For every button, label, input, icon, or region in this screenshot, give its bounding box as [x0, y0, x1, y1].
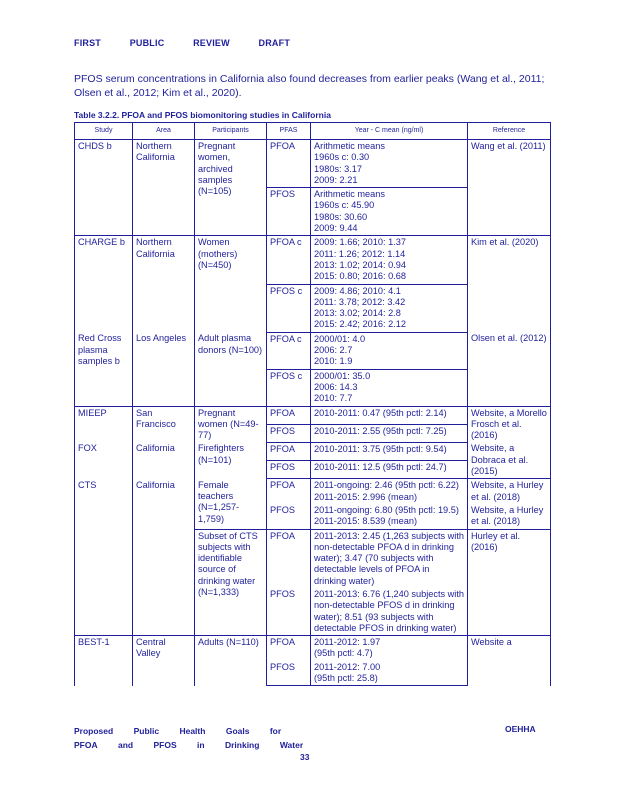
values-cell: 2000/01: 35.0 2006: 14.3 2010: 7.7: [311, 369, 468, 406]
table-row: [75, 406, 551, 424]
column-header: Participants: [195, 123, 267, 140]
area-cell: Los Angeles: [133, 332, 195, 406]
pfas-cell: PFOS c: [267, 369, 311, 406]
page-footer: [74, 724, 321, 752]
column-header: Reference: [468, 123, 551, 140]
footer-word: PFOA: [74, 740, 98, 750]
intro-paragraph: PFOS serum concentrations in California also found decreases from earlier peaks (Wang et al., 2011; Olsen et al., 2012; Kim et al., 2020).: [74, 73, 545, 99]
area-cell: Northern California: [133, 236, 195, 332]
study-cell: BEST-1: [75, 636, 133, 686]
header-word: PUBLIC: [129, 38, 165, 48]
study-cell: FOX: [75, 442, 133, 478]
biomonitoring-table: [74, 122, 551, 686]
pfas-cell: PFOA c: [267, 236, 311, 284]
study-cell: CHARGE b: [75, 236, 133, 332]
participants-cell: Adults (N=110): [195, 636, 267, 686]
values-cell: 2011-ongoing: 6.80 (95th pctl: 19.5) 2011-2015: 8.539 (mean): [311, 504, 468, 529]
table-row: [75, 140, 551, 188]
area-cell: Northern California: [133, 140, 195, 236]
reference-cell: Website, a Dobraca et al. (2015): [468, 442, 551, 478]
pfas-cell: PFOA: [267, 479, 311, 504]
participants-cell: Firefighters (N=101): [195, 442, 267, 478]
column-header: Area: [133, 123, 195, 140]
values-cell: Arithmetic means 1960s c: 0.30 1980s: 3.17 2009: 2.21: [311, 140, 468, 188]
column-header: Study: [75, 123, 133, 140]
values-cell: 2011-2013: 6.76 (1,240 subjects with non-detectable PFOS d in drinking water); 8.51 (93 subjects with detectable PFOS in drinking water): [311, 588, 468, 636]
study-cell: Red Cross plasma samples b: [75, 332, 133, 406]
footer-line-2: [74, 738, 321, 752]
table-caption: Table 3.2.2. PFOA and PFOS biomonitoring studies in California: [74, 110, 331, 120]
participants-cell: Women (mothers) (N=450): [195, 236, 267, 332]
participants-cell: Pregnant women (N=49-77): [195, 406, 267, 442]
footer-org: OEHHA: [505, 724, 536, 734]
values-cell: Arithmetic means 1960s c: 45.90 1980s: 30.60 2009: 9.44: [311, 188, 468, 236]
values-cell: 2009: 1.66; 2010: 1.37 2011: 1.26; 2012: 1.14 2013: 1.02; 2014: 0.94 2015: 0.80; 2016: 0.68: [311, 236, 468, 284]
pfas-cell: PFOS: [267, 424, 311, 442]
column-header: PFAS: [267, 123, 311, 140]
header-word: REVIEW: [193, 38, 230, 48]
study-cell: CHDS b: [75, 140, 133, 236]
reference-cell: Website a: [468, 636, 551, 686]
footer-line-1: [74, 724, 321, 738]
footer-word: Public: [133, 726, 160, 736]
area-cell: California: [133, 442, 195, 478]
pfas-cell: PFOS: [267, 588, 311, 636]
reference-cell: Olsen et al. (2012): [468, 332, 551, 406]
reference-cell: Website, a Hurley et al. (2018): [468, 479, 551, 504]
values-cell: 2010-2011: 12.5 (95th pctl: 24.7): [311, 461, 468, 479]
draft-header: [74, 38, 316, 48]
table-row: [75, 332, 551, 369]
pfas-cell: PFOS: [267, 661, 311, 686]
footer-word: Drinking: [224, 740, 260, 750]
table-row: [75, 479, 551, 504]
header-word: FIRST: [74, 38, 101, 48]
values-cell: 2011-2012: 7.00 (95th pctl: 25.8): [311, 661, 468, 686]
pfas-cell: PFOA: [267, 442, 311, 460]
participants-cell: Adult plasma donors (N=100): [195, 332, 267, 406]
table-row: [75, 442, 551, 460]
pfas-cell: PFOS: [267, 461, 311, 479]
study-cell: CTS: [75, 479, 133, 636]
pfas-cell: PFOA: [267, 636, 311, 661]
pfas-cell: PFOS: [267, 504, 311, 529]
values-cell: 2011-2013: 2.45 (1,263 subjects with non-detectable PFOA d in drinking water); 3.47 (70 subjects with detectable levels of PFOA in drinking water): [311, 529, 468, 588]
table-row: [75, 636, 551, 661]
footer-word: in: [197, 740, 205, 750]
footer-word: Goals: [225, 726, 250, 736]
pfas-cell: PFOA: [267, 406, 311, 424]
footer-word: Water: [279, 740, 304, 750]
values-cell: 2009: 4.86; 2010: 4.1 2011: 3.78; 2012: 3.42 2013: 3.02; 2014: 2.8 2015: 2.42; 2016: 2.12: [311, 284, 468, 332]
footer-word: Health: [179, 726, 206, 736]
pfas-cell: PFOA: [267, 140, 311, 188]
page-number: 33: [300, 752, 310, 762]
pfas-cell: PFOS c: [267, 284, 311, 332]
study-cell: MIEEP: [75, 406, 133, 442]
header-word: DRAFT: [258, 38, 291, 48]
reference-cell: Hurley et al. (2016): [468, 529, 551, 636]
reference-cell: Website, a Hurley et al. (2018): [468, 504, 551, 529]
table-row: [75, 236, 551, 284]
values-cell: 2010-2011: 2.55 (95th pctl: 7.25): [311, 424, 468, 442]
pfas-cell: PFOA: [267, 529, 311, 588]
participants-cell: Pregnant women, archived samples (N=105): [195, 140, 267, 236]
reference-cell: Website, a Morello Frosch et al. (2016): [468, 406, 551, 442]
values-cell: 2011-2012: 1.97 (95th pctl: 4.7): [311, 636, 468, 661]
pfas-cell: PFOS: [267, 188, 311, 236]
reference-cell: Kim et al. (2020): [468, 236, 551, 332]
area-cell: Central Valley: [133, 636, 195, 686]
values-cell: 2010-2011: 0.47 (95th pctl: 2.14): [311, 406, 468, 424]
area-cell: California: [133, 479, 195, 636]
values-cell: 2011-ongoing: 2.46 (95th pctl: 6.22) 2011-2015: 2.996 (mean): [311, 479, 468, 504]
participants-cell: Subset of CTS subjects with identifiable source of drinking water (N=1,333): [195, 529, 267, 636]
footer-word: Proposed: [74, 726, 114, 736]
footer-word: for: [269, 726, 282, 736]
footer-word: PFOS: [153, 740, 177, 750]
column-header: Year - C mean (ng/ml): [311, 123, 468, 140]
area-cell: San Francisco: [133, 406, 195, 442]
values-cell: 2000/01: 4.0 2006: 2.7 2010: 1.9: [311, 332, 468, 369]
footer-word: and: [118, 740, 134, 750]
values-cell: 2010-2011: 3.75 (95th pctl: 9.54): [311, 442, 468, 460]
pfas-cell: PFOA c: [267, 332, 311, 369]
reference-cell: Wang et al. (2011): [468, 140, 551, 236]
participants-cell: Female teachers (N=1,257-1,759): [195, 479, 267, 529]
